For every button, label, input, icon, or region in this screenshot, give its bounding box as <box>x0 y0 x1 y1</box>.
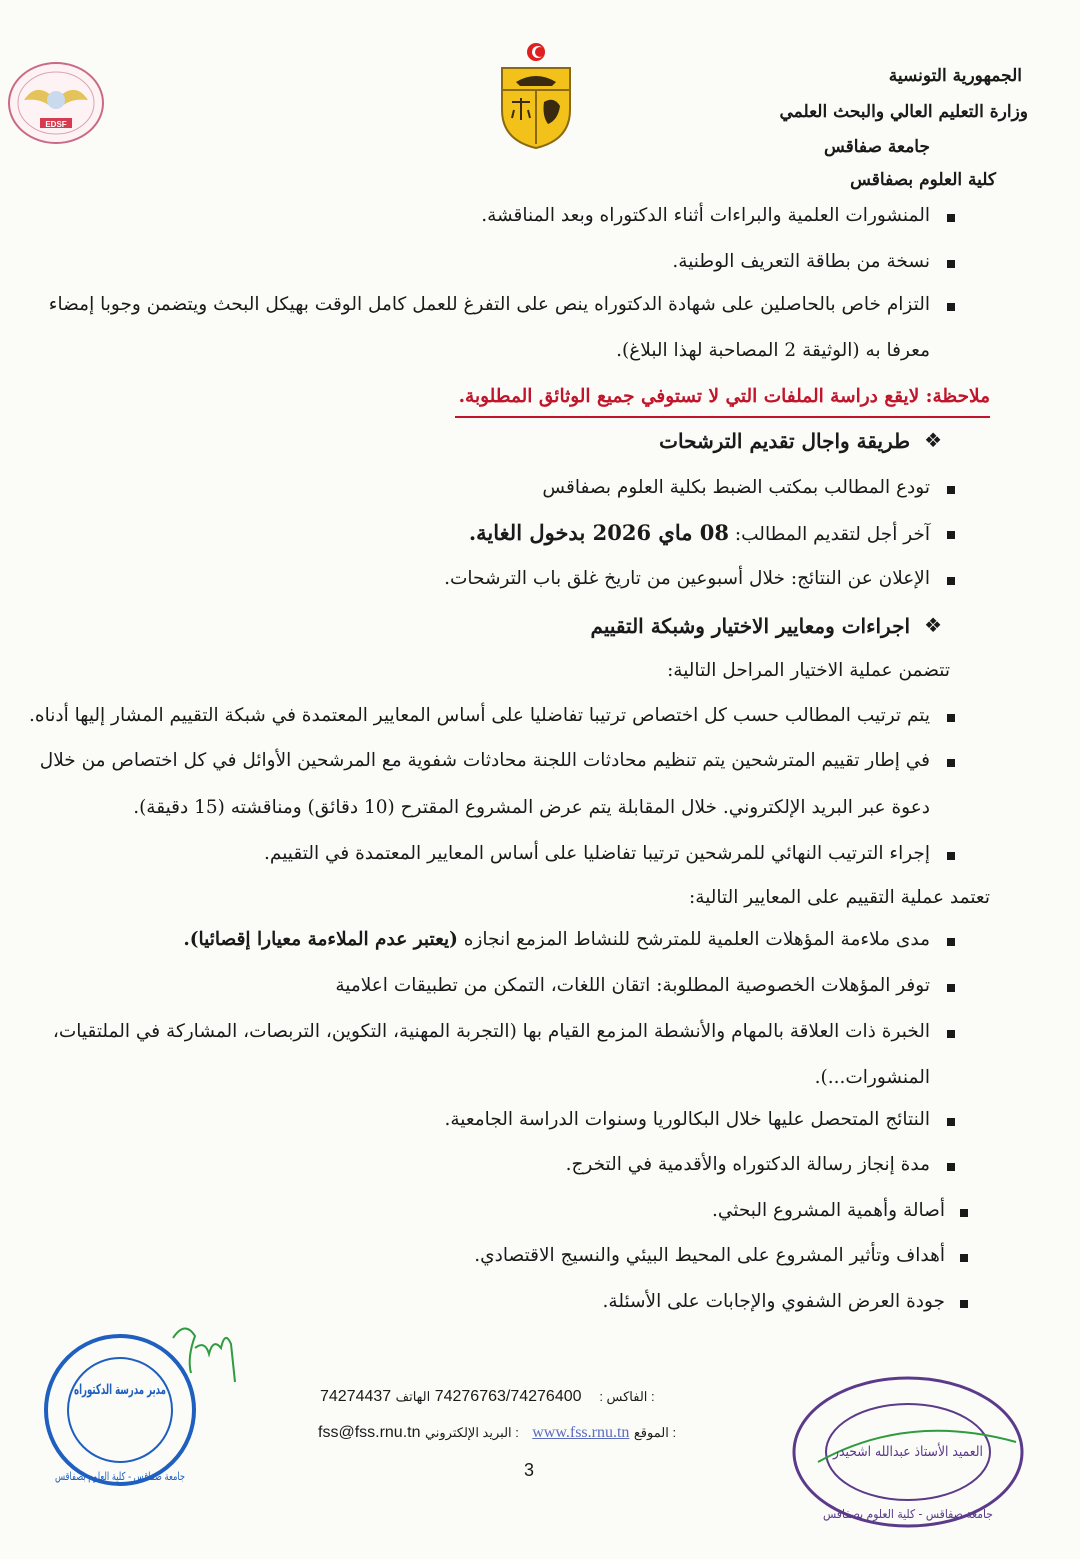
phone-label: الهاتف : <box>395 1389 655 1404</box>
note-underline <box>455 416 990 418</box>
bullet <box>947 938 955 946</box>
website-link[interactable]: www.fss.rnu.tn <box>532 1424 630 1441</box>
submission-item-deadline <box>469 520 930 545</box>
header-university: جامعة صفاقس <box>823 137 930 157</box>
bullet <box>947 1163 955 1171</box>
bullet <box>947 714 955 722</box>
selection-step-ranking: يتم ترتيب المطالب حسب كل اختصاص ترتيبا تفاضليا على أساس المعايير المعتمدة في شبكة التقييم المشار إليها أدناه. <box>29 705 930 726</box>
criterion-relevance-bold: (يعتبر عدم الملاءمة معيارا إقصائيا). <box>183 929 458 950</box>
stamp-center-text: مدير مدرسة الدكتوراه <box>74 1382 166 1398</box>
criteria-intro: تعتمد عملية التقييم على المعايير التالية: <box>689 887 990 908</box>
diamond-bullet-icon: ❖ <box>924 613 942 637</box>
header-ministry: وزارة التعليم العالي والبحث العلمي <box>779 102 1028 122</box>
submission-item-results: الإعلان عن النتائج: خلال أسبوعين من تاريخ غلق باب الترشحات. <box>444 568 930 589</box>
criterion-experience-line1: الخبرة ذات العلاقة بالمهام والأنشطة المزمع القيام بها (التجربة المهنية، التكوين، التربصات، المشاركة في الملتقيات، <box>52 1021 930 1042</box>
dean-stamp-center-text: العميد الأستاذ عبدالله اشحيدر <box>833 1444 1003 1460</box>
selection-step-final: إجراء الترتيب النهائي للمرشحين ترتيبا تفاضليا على أساس المعايير المعتمدة في التقييم. <box>264 843 930 864</box>
section-heading-submission: طريقة واجال تقديم الترشحات <box>659 429 910 453</box>
deadline-label: آخر أجل لتقديم المطالب: <box>729 524 930 545</box>
bullet <box>947 984 955 992</box>
deadline-date: 08 ماي 2026 بدخول الغاية. <box>468 520 730 545</box>
criterion-relevance <box>183 929 930 950</box>
criterion-relevance-text: مدى ملاءمة المؤهلات العلمية للمترشح للنشاط المزمع انجازه <box>457 929 930 950</box>
bullet <box>947 531 955 539</box>
criterion-skills: توفر المؤهلات الخصوصية المطلوبة: اتقان اللغات، التمكن من تطبيقات اعلامية <box>335 975 930 996</box>
doc-item-commitment-line2: معرفا به (الوثيقة 2 المصاحبة لهذا البلاغ). <box>616 340 930 361</box>
selection-step-interview-line2: دعوة عبر البريد الإلكتروني. خلال المقابلة يتم عرض المشروع المقترح (10 دقائق) ومناقشته (15 دقيقة). <box>133 797 930 818</box>
submission-item-deposit: تودع المطالب بمكتب الضبط بكلية العلوم بصفاقس <box>542 477 930 498</box>
section-heading-selection: اجراءات ومعايير الاختيار وشبكة التقييم <box>590 614 910 638</box>
criterion-impact: أهداف وتأثير المشروع على المحيط البيئي والنسيج الاقتصادي. <box>474 1245 945 1266</box>
email-address[interactable]: fss@fss.rnu.tn <box>318 1424 421 1441</box>
email-label: البريد الإلكتروني : <box>424 1425 519 1440</box>
tunisia-emblem <box>496 40 576 150</box>
fax-number: 74274437 <box>320 1388 392 1405</box>
criterion-duration: مدة إنجاز رسالة الدكتوراه والأقدمية في التخرج. <box>565 1154 930 1175</box>
doc-item-commitment-line1: التزام خاص بالحاصلين على شهادة الدكتوراه ينص على التفرغ للعمل كامل الوقت بهيكل البحث ويتضمن وجوبا إمضاء <box>48 294 930 315</box>
stamp-ring-text: جامعة صفاقس - كلية العلوم بصفاقس <box>55 1470 185 1483</box>
bullet <box>960 1300 968 1308</box>
bullet <box>947 577 955 585</box>
bullet <box>947 852 955 860</box>
dean-stamp <box>788 1372 1028 1532</box>
footer-contact-row2 <box>318 1424 676 1442</box>
criterion-originality: أصالة وأهمية المشروع البحثي. <box>711 1200 945 1221</box>
edsf-logo <box>6 60 106 146</box>
bullet <box>947 260 955 268</box>
selection-intro: تتضمن عملية الاختيار المراحل التالية: <box>667 660 950 681</box>
header-faculty: كلية العلوم بصفاقس <box>850 170 996 190</box>
criterion-experience-line2: المنشورات...). <box>814 1067 930 1088</box>
note-incomplete-files: ملاحظة: لايقع دراسة الملفات التي لا تستوفي جميع الوثائق المطلوبة. <box>458 386 990 407</box>
criterion-results: النتائج المتحصل عليها خلال البكالوريا وسنوات الدراسة الجامعية. <box>444 1109 930 1130</box>
header-republic: الجمهورية التونسية <box>888 66 1022 86</box>
criterion-oral: جودة العرض الشفوي والإجابات على الأسئلة. <box>602 1291 945 1312</box>
footer-contact-row1 <box>320 1388 655 1406</box>
bullet <box>947 1030 955 1038</box>
bullet <box>947 759 955 767</box>
website-label: الموقع : <box>633 1425 677 1440</box>
bullet <box>960 1209 968 1217</box>
phone-number: 74276763/74276400 <box>434 1388 582 1405</box>
selection-step-interview-line1: في إطار تقييم المترشحين يتم تنظيم محادثات اللجنة محادثات شفوية مع المرشحين الأوائل في كل اختصاص من خلال <box>39 750 930 771</box>
bullet <box>947 214 955 222</box>
page-number: 3 <box>524 1460 535 1480</box>
bullet <box>947 486 955 494</box>
bullet <box>947 1118 955 1126</box>
svg-text:EDSF: EDSF <box>45 120 67 129</box>
doc-item-publications: المنشورات العلمية والبراءات أثناء الدكتوراه وبعد المناقشة. <box>481 205 930 226</box>
fax-label: الفاكس : <box>599 1389 648 1404</box>
dean-stamp-ring-text: جامعة صفاقس - كلية العلوم بصفاقس <box>823 1507 1012 1521</box>
doc-item-id-card: نسخة من بطاقة التعريف الوطنية. <box>672 251 930 272</box>
bullet <box>960 1254 968 1262</box>
bullet <box>947 303 955 311</box>
diamond-bullet-icon: ❖ <box>924 428 942 452</box>
signature <box>165 1318 245 1393</box>
